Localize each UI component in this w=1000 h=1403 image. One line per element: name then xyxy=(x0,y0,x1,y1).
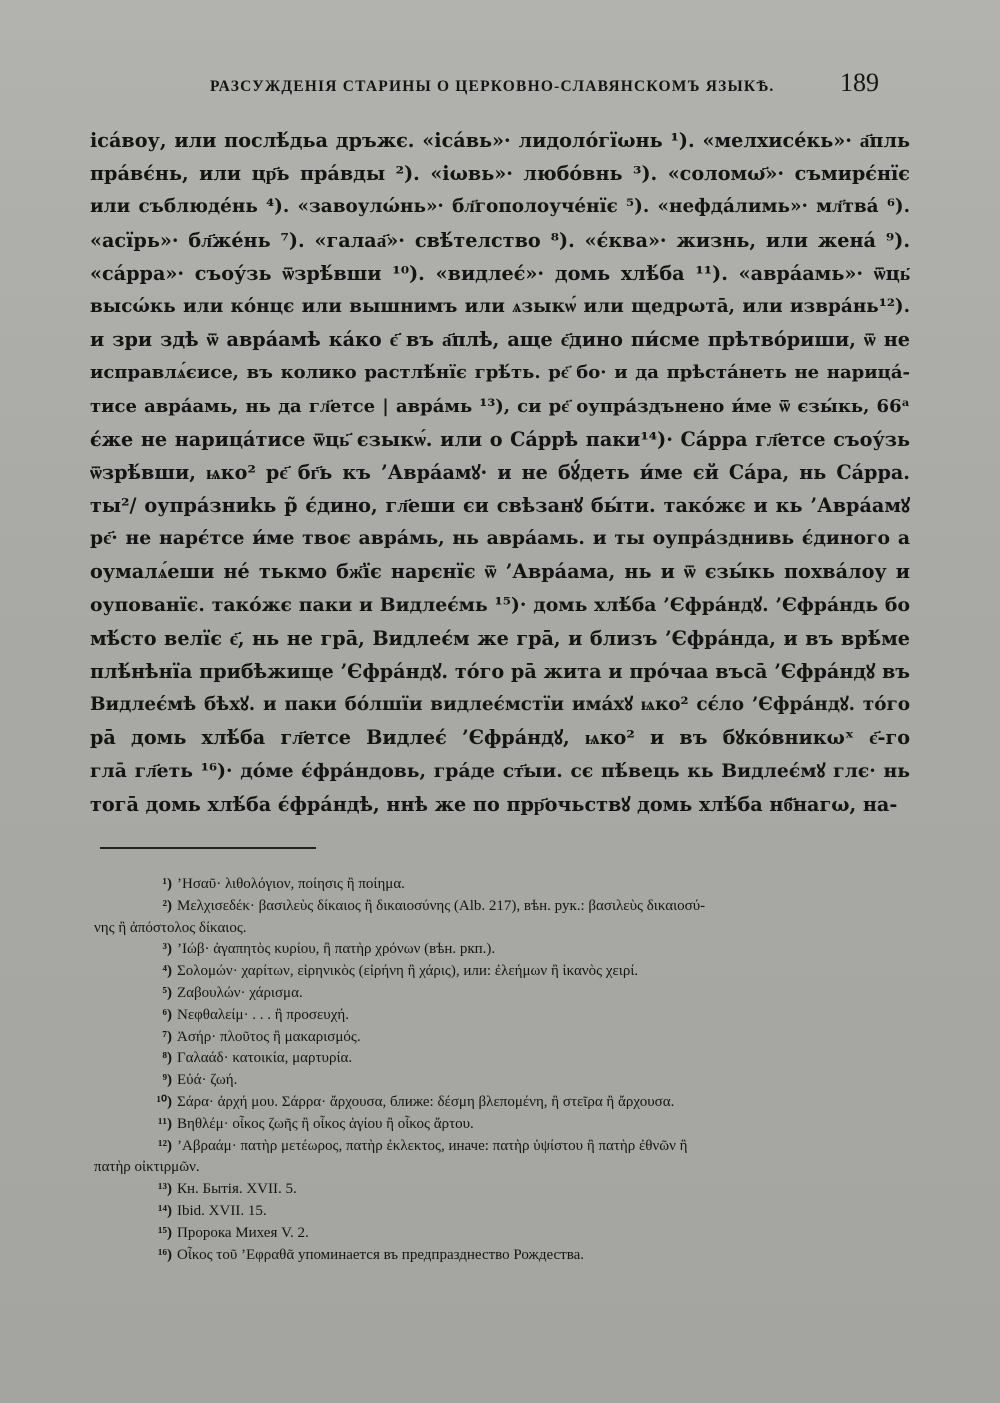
footnote xyxy=(92,1027,902,1049)
footnote-text: Σάρα· ἀρχή μου. Σάρρα· ἄρχουσα, ближе: δέσμη βλεπομένη, ἢ στεῖρα ἢ ἄρχουσα. xyxy=(177,1093,675,1110)
text-line: высώкь или ко́нцє или вышнимъ или ѧзыкѡ́ или щедрωтā, или изврáнь¹²). xyxy=(90,295,910,317)
text-line: или съблюде́нь ⁴). «завоулώнь»· бл҃гополоуче́нїє ⁵). «нефдáлимь»· мл҃твá ⁶). xyxy=(90,196,910,218)
footnote xyxy=(92,874,902,896)
footnote-text: ’Ησαῦ· λιθολόγιον, ποίησις ἢ ποίημα. xyxy=(177,876,405,892)
footnote xyxy=(92,1114,902,1136)
text-line: прáвє́нь, или цр҃ь прáвды ²). «іωвь»· любо́внь ³). «соломω҃»· съмирє́нїє xyxy=(90,162,910,186)
text-line: є́же не нарицáтисе ѿць҃ єзыкѡ́. или о Сáррѣ паки¹⁴)· Сáрра гл҃етсе съоу́зь xyxy=(90,427,910,451)
footnote-number: ¹²) xyxy=(158,1137,172,1154)
text-line: ты²/ оупрáзниkь р̃ є́дино, гл҃еши єи свѣзанꙋ бы́ти. такóжє и кь ’Аврáамꙋ xyxy=(90,494,910,518)
page-number: 189 xyxy=(840,68,879,97)
footnote xyxy=(92,1223,902,1245)
footnote-number: ⁹) xyxy=(162,1072,172,1089)
footnote-number: ⁶) xyxy=(162,1006,172,1023)
text-line: ѿзрѣ́вши, ѩко² рє҃ бг҃ь къ ’Аврáамꙋ· и не бꙋ́деть и́ме єй Сáра, нь Сáрра. xyxy=(90,460,910,484)
footnote-text: Кн. Бытія. XVII. 5. xyxy=(177,1181,297,1198)
footnote-number: ¹¹) xyxy=(158,1115,172,1132)
footnote-number: ¹⁰) xyxy=(156,1093,172,1110)
footnote xyxy=(92,1092,902,1114)
footnote xyxy=(92,1070,902,1092)
footnote-number: ³) xyxy=(162,941,172,958)
footnote-number: ¹) xyxy=(162,876,172,892)
footnote-number: ¹⁵) xyxy=(158,1224,172,1241)
footnote-number: ¹³) xyxy=(158,1181,172,1198)
footnote xyxy=(92,1179,902,1201)
footnote-text: Пророка Михея V. 2. xyxy=(177,1224,309,1241)
text-line: плѣ́нѣнїа прибѣжище ’Єфрáндꙋ. то́го рā жита и прóчаа въсā ’Єфрáндꙋ въ xyxy=(90,660,910,683)
text-line: глā гл҃еть ¹⁶)· до́ме є́фрáндовь, грáде ст҃ыи. сє пѣ́вець кь Видлеє́мꙋ глє· нь xyxy=(90,759,910,782)
text-line: Видлеє́мѣ бѣхꙋ. и паки бóлшїи видлеє́мстїи имáхꙋ ѩко² сє́ло ’Єфрáндꙋ. то́го xyxy=(90,694,910,716)
footnote-number: ¹⁴) xyxy=(158,1202,172,1219)
footnote-text: Ἀσήρ· πλοῦτος ἢ μακαρισμός. xyxy=(177,1028,361,1045)
footnote-text: Σολομών· χαρίτων, εἰρηνικὸς (εἰρήνη ἢ χάρις), или: ἐλεήμων ἢ ἱκανὸς χειρί. xyxy=(177,963,639,980)
text-line: мѣ́сто велїє є҃, нь не грā, Видлеє́м же грā, и близъ ’Єфрáнда, и въ врѣ́ме xyxy=(90,626,910,650)
main-text xyxy=(90,124,910,821)
footnotes xyxy=(92,874,902,1266)
text-line: оумалѧ́еши нé тькмо бж҃їє нарєнїє ѿ ’Аврáама, нь и ѿ єзы́кь похвáлоу и xyxy=(90,560,910,584)
footnote-text: Γαλαάδ· κατοικία, μαρτυρία. xyxy=(177,1050,353,1067)
footnote-number: ⁷) xyxy=(162,1028,172,1045)
footnote-text: Βηθλέμ· οἶκος ζωῆς ἢ οἶκος ἁγίου ἢ οἶκος ἄρτου. xyxy=(177,1115,474,1132)
footnote-number: ⁸) xyxy=(162,1050,172,1067)
text-line: тогā домь хлѣ́ба є́фрáндѣ, ннѣ же по прр҃очьствꙋ домь хлѣ́ба нб҃нагω, на- xyxy=(90,792,898,816)
footnote-text: Εὐά· ζωή. xyxy=(177,1072,238,1089)
footnote xyxy=(92,1005,902,1027)
footnote-continuation xyxy=(92,1157,902,1179)
footnote-text: Μελχισεδέκ· βασιλεὺς δίκαιος ἢ δικαιοσύνης (Alb. 217), вѣн. рук.: βασιλεὺς δικαιοσύ- xyxy=(177,897,706,914)
footnote xyxy=(92,961,902,983)
text-line: исправлѧ́єисе, въ колико растлѣ́нїє грѣ́ть. рє҃ бо· и да прѣстáнеть не нарицá- xyxy=(90,362,910,384)
footnote-text: ’Ιώβ· ἀγαπητὸς κυρίου, ἢ πατὴρ χρόνων (вѣн. ркп.). xyxy=(177,941,496,958)
footnote-text: ’Αβραάμ· πατὴρ μετέωρος, πατὴρ ἐκλεκτος, иначе: πατὴρ ὑψίστου ἢ πατὴρ ἐθνῶν ἢ xyxy=(177,1137,688,1154)
footnote xyxy=(92,1245,902,1267)
text-line: тисе аврáамь, нь да гл҃етсе | аврáмь ¹³), си рє҃ оупрáздънено и́ме ѿ єзы́кь, 66ᵃ xyxy=(90,395,910,417)
text-line: и зри здѣ ѿ аврáамѣ кáко є҃ въ а҃плѣ, аще є҃дино пи́сме прѣтвóриши, ѿ не xyxy=(90,328,910,352)
footnote xyxy=(92,1136,902,1158)
footnote xyxy=(92,896,902,918)
text-line: оупованїє. такóжє паки и Видлеє́мь ¹⁵)· домь хлѣ́ба ’Єфрáндꙋ. ’Єфрáндь бо xyxy=(90,593,910,616)
footnote xyxy=(92,1048,902,1070)
text-line: «асїрь»· бл҃же́нь ⁷). «галаа҃»· свѣ́телство ⁸). «є́ква»· жизнь, или женá ⁹). xyxy=(90,228,910,252)
text-line: ісáвоу, или послѣ́дьа дръжє. «ісáвь»· лидолóгїωнь ¹). «мелхисе́кь»· а҃пль xyxy=(90,129,910,152)
text-line: «сáрра»· съоу́зь ѿзрѣ́вши ¹⁰). «видлеє́»· домь хлѣ́ба ¹¹). «аврáамь»· ѿць҃ xyxy=(90,261,910,285)
footnote-continuation-text: νης ἢ ἀπόστολος δίκαιος. xyxy=(94,919,247,936)
footnote-text: Ibid. XVII. 15. xyxy=(177,1202,267,1219)
footnote xyxy=(92,939,902,961)
footnote xyxy=(92,983,902,1005)
text-line: рє҃· не нарє́тсе и́ме твоє аврáмь, нь аврáамь. и ты оупрáзднивь є́диного а xyxy=(90,527,910,550)
footnote-rule xyxy=(100,847,316,849)
footnote-text: Νεφθαλείμ· . . . ἢ προσευχή. xyxy=(177,1006,349,1023)
footnote-number: ⁵) xyxy=(162,984,172,1001)
footnote xyxy=(92,1201,902,1223)
footnote-text: Ζαβουλών· χάρισμα. xyxy=(177,984,303,1001)
footnote-number: ⁴) xyxy=(162,963,172,980)
text-line: рā домь хлѣ́ба гл҃етсе Видлеє́ ’Єфрáндꙋ, ѩко² и въ бꙋкóвникωˣ є҃-го xyxy=(90,726,910,750)
footnote-number: ¹⁶) xyxy=(158,1246,172,1263)
running-head: РАЗСУЖДЕНІЯ СТАРИНЫ О ЦЕРКОВНО-СЛАВЯНСКОМЪ ЯЗЫКѢ. xyxy=(210,78,775,95)
footnote-continuation-text: πατὴρ οἰκτιρμῶν. xyxy=(94,1159,200,1176)
footnote-continuation xyxy=(92,918,902,940)
footnote-text: Οἶκος τοῦ ’Εφραθᾶ упоминается въ предпразднество Рождества. xyxy=(177,1246,585,1263)
footnote-number: ²) xyxy=(162,897,172,914)
